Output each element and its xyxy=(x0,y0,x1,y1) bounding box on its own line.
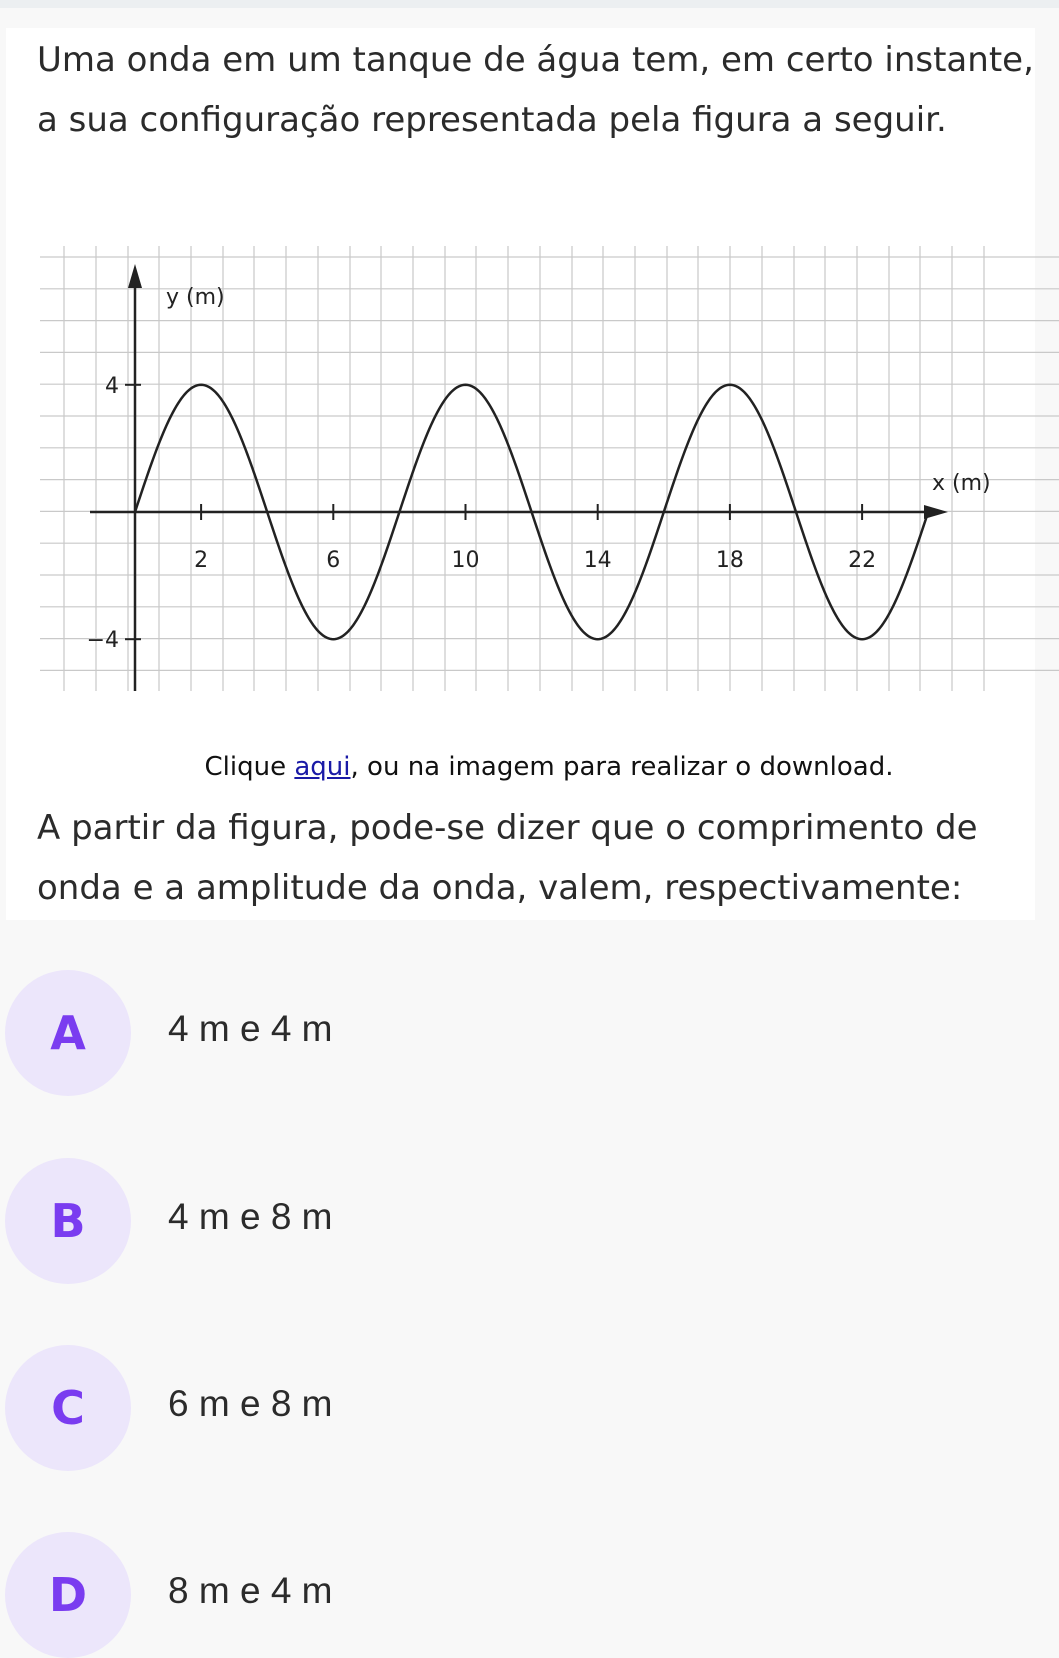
option-a[interactable] xyxy=(5,970,1045,1096)
top-bar xyxy=(0,0,1059,8)
download-link[interactable]: aqui xyxy=(294,752,351,782)
option-b-badge: B xyxy=(5,1158,131,1284)
option-b[interactable] xyxy=(5,1158,1045,1284)
option-d-text: 8 m e 4 m xyxy=(168,1570,333,1611)
caption-suffix: , ou na imagem para realizar o download. xyxy=(350,752,894,782)
question-prompt: A partir da figura, pode-se dizer que o comprimento de onda e a amplitude da onda, valem, respectivamente: xyxy=(37,808,978,908)
x-tick-label: 18 xyxy=(715,548,744,573)
option-a-text: 4 m e 4 m xyxy=(168,1008,333,1049)
x-axis-label: x (m) xyxy=(932,471,991,496)
chart-grid xyxy=(40,246,1059,691)
option-c[interactable] xyxy=(5,1345,1045,1471)
option-d[interactable] xyxy=(5,1532,1045,1658)
wave-chart[interactable] xyxy=(40,246,1059,730)
y-axis-arrow xyxy=(128,264,142,288)
x-tick-label: 6 xyxy=(326,548,341,573)
option-b-text: 4 m e 8 m xyxy=(168,1196,333,1237)
y-tick-label: 4 xyxy=(105,373,119,399)
y-tick-label: −4 xyxy=(86,628,119,654)
option-a-badge: A xyxy=(5,970,131,1096)
y-axis-label: y (m) xyxy=(166,285,225,310)
x-tick-label: 10 xyxy=(451,548,480,573)
x-tick-label: 2 xyxy=(194,548,209,573)
option-c-badge: C xyxy=(5,1345,131,1471)
option-d-badge: D xyxy=(5,1532,131,1658)
download-caption xyxy=(0,752,1059,782)
x-tick-label: 22 xyxy=(848,548,877,573)
wave-figure[interactable] xyxy=(40,246,1059,730)
option-c-text: 6 m e 8 m xyxy=(168,1383,333,1424)
caption-prefix: Clique xyxy=(204,752,295,782)
x-tick-label: 14 xyxy=(583,548,612,573)
question-intro: Uma onda em um tanque de água tem, em certo instante, a sua configuração representada pela figura a seguir. xyxy=(37,40,1034,140)
